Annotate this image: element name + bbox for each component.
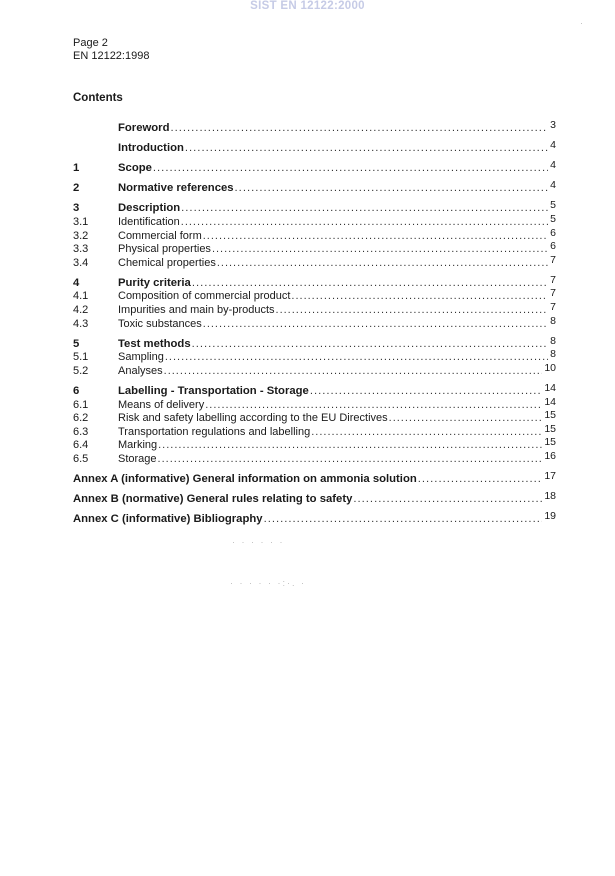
toc-entry-title: Impurities and main by-products <box>118 304 275 317</box>
toc-leader-dots <box>235 182 549 196</box>
toc-entry[interactable] <box>73 199 556 216</box>
toc-entry-page: 7 <box>550 253 556 266</box>
toc-entry[interactable] <box>73 409 556 426</box>
toc-leader-dots <box>418 473 543 487</box>
toc-entry[interactable] <box>73 348 556 365</box>
toc-leader-dots <box>192 338 549 352</box>
toc-entry[interactable] <box>73 470 556 487</box>
toc-entry[interactable] <box>73 510 556 527</box>
toc-entry-title: Commercial form <box>118 229 202 242</box>
toc-entry-title: Foreword <box>118 122 170 134</box>
toc-entry[interactable] <box>73 436 556 453</box>
table-of-contents <box>73 119 556 527</box>
toc-entry[interactable] <box>73 179 556 196</box>
toc-leader-dots <box>291 290 548 304</box>
toc-entry-title: Normative references <box>118 182 234 195</box>
toc-entry-page: 16 <box>544 449 556 462</box>
toc-leader-dots <box>311 426 542 440</box>
toc-entry[interactable] <box>73 253 556 271</box>
toc-entry[interactable] <box>73 301 556 318</box>
toc-entry-title: Analyses <box>118 364 163 377</box>
toc-entry-page: 15 <box>544 436 556 449</box>
toc-entry[interactable] <box>73 334 556 352</box>
toc-entry-number: 6.1 <box>73 398 89 411</box>
toc-entry-title: Composition of commercial product <box>118 290 291 303</box>
toc-leader-dots <box>165 351 548 365</box>
toc-leader-dots <box>203 318 548 332</box>
contents-title: Contents <box>73 92 123 104</box>
toc-entry-number: 5.1 <box>73 351 89 364</box>
toc-entry[interactable] <box>73 314 556 332</box>
toc-leader-dots <box>264 513 543 527</box>
toc-entry-title: Introduction <box>118 142 184 155</box>
toc-entry-page: 17 <box>544 470 556 483</box>
toc-entry[interactable] <box>73 287 556 304</box>
toc-entry-page: 15 <box>544 409 556 422</box>
toc-leader-dots <box>185 142 548 156</box>
toc-leader-dots <box>203 230 548 244</box>
toc-entry[interactable] <box>73 212 556 230</box>
toc-entry[interactable] <box>73 490 556 507</box>
toc-entry[interactable] <box>73 395 556 413</box>
toc-entry-number: 3.3 <box>73 243 89 256</box>
toc-entry-title: Risk and safety labelling according to the EU Directives <box>118 412 388 425</box>
toc-leader-dots <box>170 122 548 136</box>
toc-entry-page: 19 <box>544 510 556 523</box>
toc-entry-page: 6 <box>550 226 556 239</box>
toc-entry-page: 10 <box>544 361 556 374</box>
toc-entry-title: Marking <box>118 439 158 452</box>
toc-entry-title: Storage <box>118 452 157 465</box>
toc-entry-title: Labelling - Transportation - Storage <box>118 385 309 397</box>
toc-entry-number: 6 <box>73 385 80 397</box>
toc-entry-number: 5.2 <box>73 364 89 377</box>
toc-entry-page: 8 <box>550 334 556 347</box>
toc-entry-number: 3.2 <box>73 229 89 242</box>
toc-entry-page: 7 <box>550 301 556 314</box>
toc-entry-title: Chemical properties <box>118 256 216 269</box>
toc-leader-dots <box>192 277 548 291</box>
toc-leader-dots <box>181 216 548 230</box>
toc-entry-page: 7 <box>550 273 556 286</box>
toc-entry-page: 7 <box>550 287 556 300</box>
toc-leader-dots <box>389 412 543 426</box>
toc-entry[interactable] <box>73 382 556 399</box>
toc-leader-dots <box>158 439 542 453</box>
scan-noise: · <box>580 18 585 28</box>
toc-entry-title: Transportation regulations and labelling <box>118 425 311 438</box>
toc-entry-page: 8 <box>550 314 556 327</box>
toc-entry-page: 4 <box>550 139 556 152</box>
toc-entry[interactable] <box>73 226 556 244</box>
toc-entry-number: 4.3 <box>73 317 89 330</box>
toc-entry-title: Means of delivery <box>118 398 205 411</box>
toc-entry-number: 2 <box>73 182 80 195</box>
toc-entry-number: 3.4 <box>73 256 89 269</box>
toc-entry-title: Sampling <box>118 351 164 364</box>
toc-entry-page: 5 <box>550 212 556 225</box>
toc-entry-page: 14 <box>544 395 556 408</box>
toc-entry-number: 4.2 <box>73 304 89 317</box>
toc-entry[interactable] <box>73 422 556 440</box>
watermark: SIST EN 12122:2000 <box>250 0 365 12</box>
toc-leader-dots <box>158 453 543 467</box>
toc-entry-page: 15 <box>544 422 556 435</box>
toc-entry[interactable] <box>73 159 556 176</box>
scan-noise: · · · · · · <box>232 537 285 547</box>
toc-leader-dots <box>205 399 542 413</box>
page-header <box>73 37 149 63</box>
toc-entry[interactable] <box>73 139 556 156</box>
toc-entry-page: 5 <box>550 199 556 212</box>
toc-entry[interactable] <box>73 361 556 379</box>
toc-entry[interactable] <box>73 273 556 291</box>
toc-leader-dots <box>181 202 548 216</box>
toc-entry-number: 3.1 <box>73 215 89 228</box>
toc-entry-number: 6.4 <box>73 439 89 452</box>
toc-entry[interactable] <box>73 449 556 467</box>
toc-entry-page: 14 <box>544 382 556 394</box>
toc-entry[interactable] <box>73 240 556 257</box>
toc-entry-number: 4.1 <box>73 290 89 303</box>
toc-entry-title: Annex C (informative) Bibliography <box>73 513 263 526</box>
toc-leader-dots <box>310 385 543 399</box>
toc-entry-number: 6.3 <box>73 425 89 438</box>
toc-entry-title: Purity criteria <box>118 276 191 289</box>
toc-entry-page: 18 <box>544 490 556 503</box>
toc-entry-number: 6.5 <box>73 452 89 465</box>
toc-entry-title: Identification <box>118 215 180 228</box>
toc-entry-title: Test methods <box>118 337 191 350</box>
document-id: EN 12122:1998 <box>73 50 150 62</box>
toc-entry-page: 3 <box>550 119 556 131</box>
toc-entry-page: 8 <box>550 348 556 361</box>
toc-entry-number: 5 <box>73 337 80 350</box>
toc-leader-dots <box>353 493 542 507</box>
toc-entry-title: Annex B (normative) General rules relating to safety <box>73 493 353 506</box>
toc-entry-page: 4 <box>550 159 556 172</box>
toc-entry-page: 6 <box>550 240 556 253</box>
toc-entry-number: 6.2 <box>73 412 89 425</box>
toc-leader-dots <box>217 257 548 271</box>
toc-entry-title: Physical properties <box>118 243 211 256</box>
toc-leader-dots <box>164 365 543 379</box>
toc-leader-dots <box>212 243 548 257</box>
toc-entry-title: Annex A (informative) General information on ammonia solution <box>73 473 417 486</box>
toc-entry-number: 3 <box>73 202 80 215</box>
toc-entry-title: Toxic substances <box>118 317 202 330</box>
toc-leader-dots <box>276 304 549 318</box>
toc-entry-number: 1 <box>73 162 80 175</box>
scan-noise: · · · · · ·:·. · <box>230 578 306 588</box>
toc-leader-dots <box>153 162 548 176</box>
toc-entry-number: 4 <box>73 276 80 289</box>
toc-entry[interactable] <box>73 119 556 136</box>
toc-entry-title: Description <box>118 202 181 215</box>
page-number: Page 2 <box>73 37 108 49</box>
toc-entry-title: Scope <box>118 162 152 175</box>
toc-entry-page: 4 <box>550 179 556 192</box>
